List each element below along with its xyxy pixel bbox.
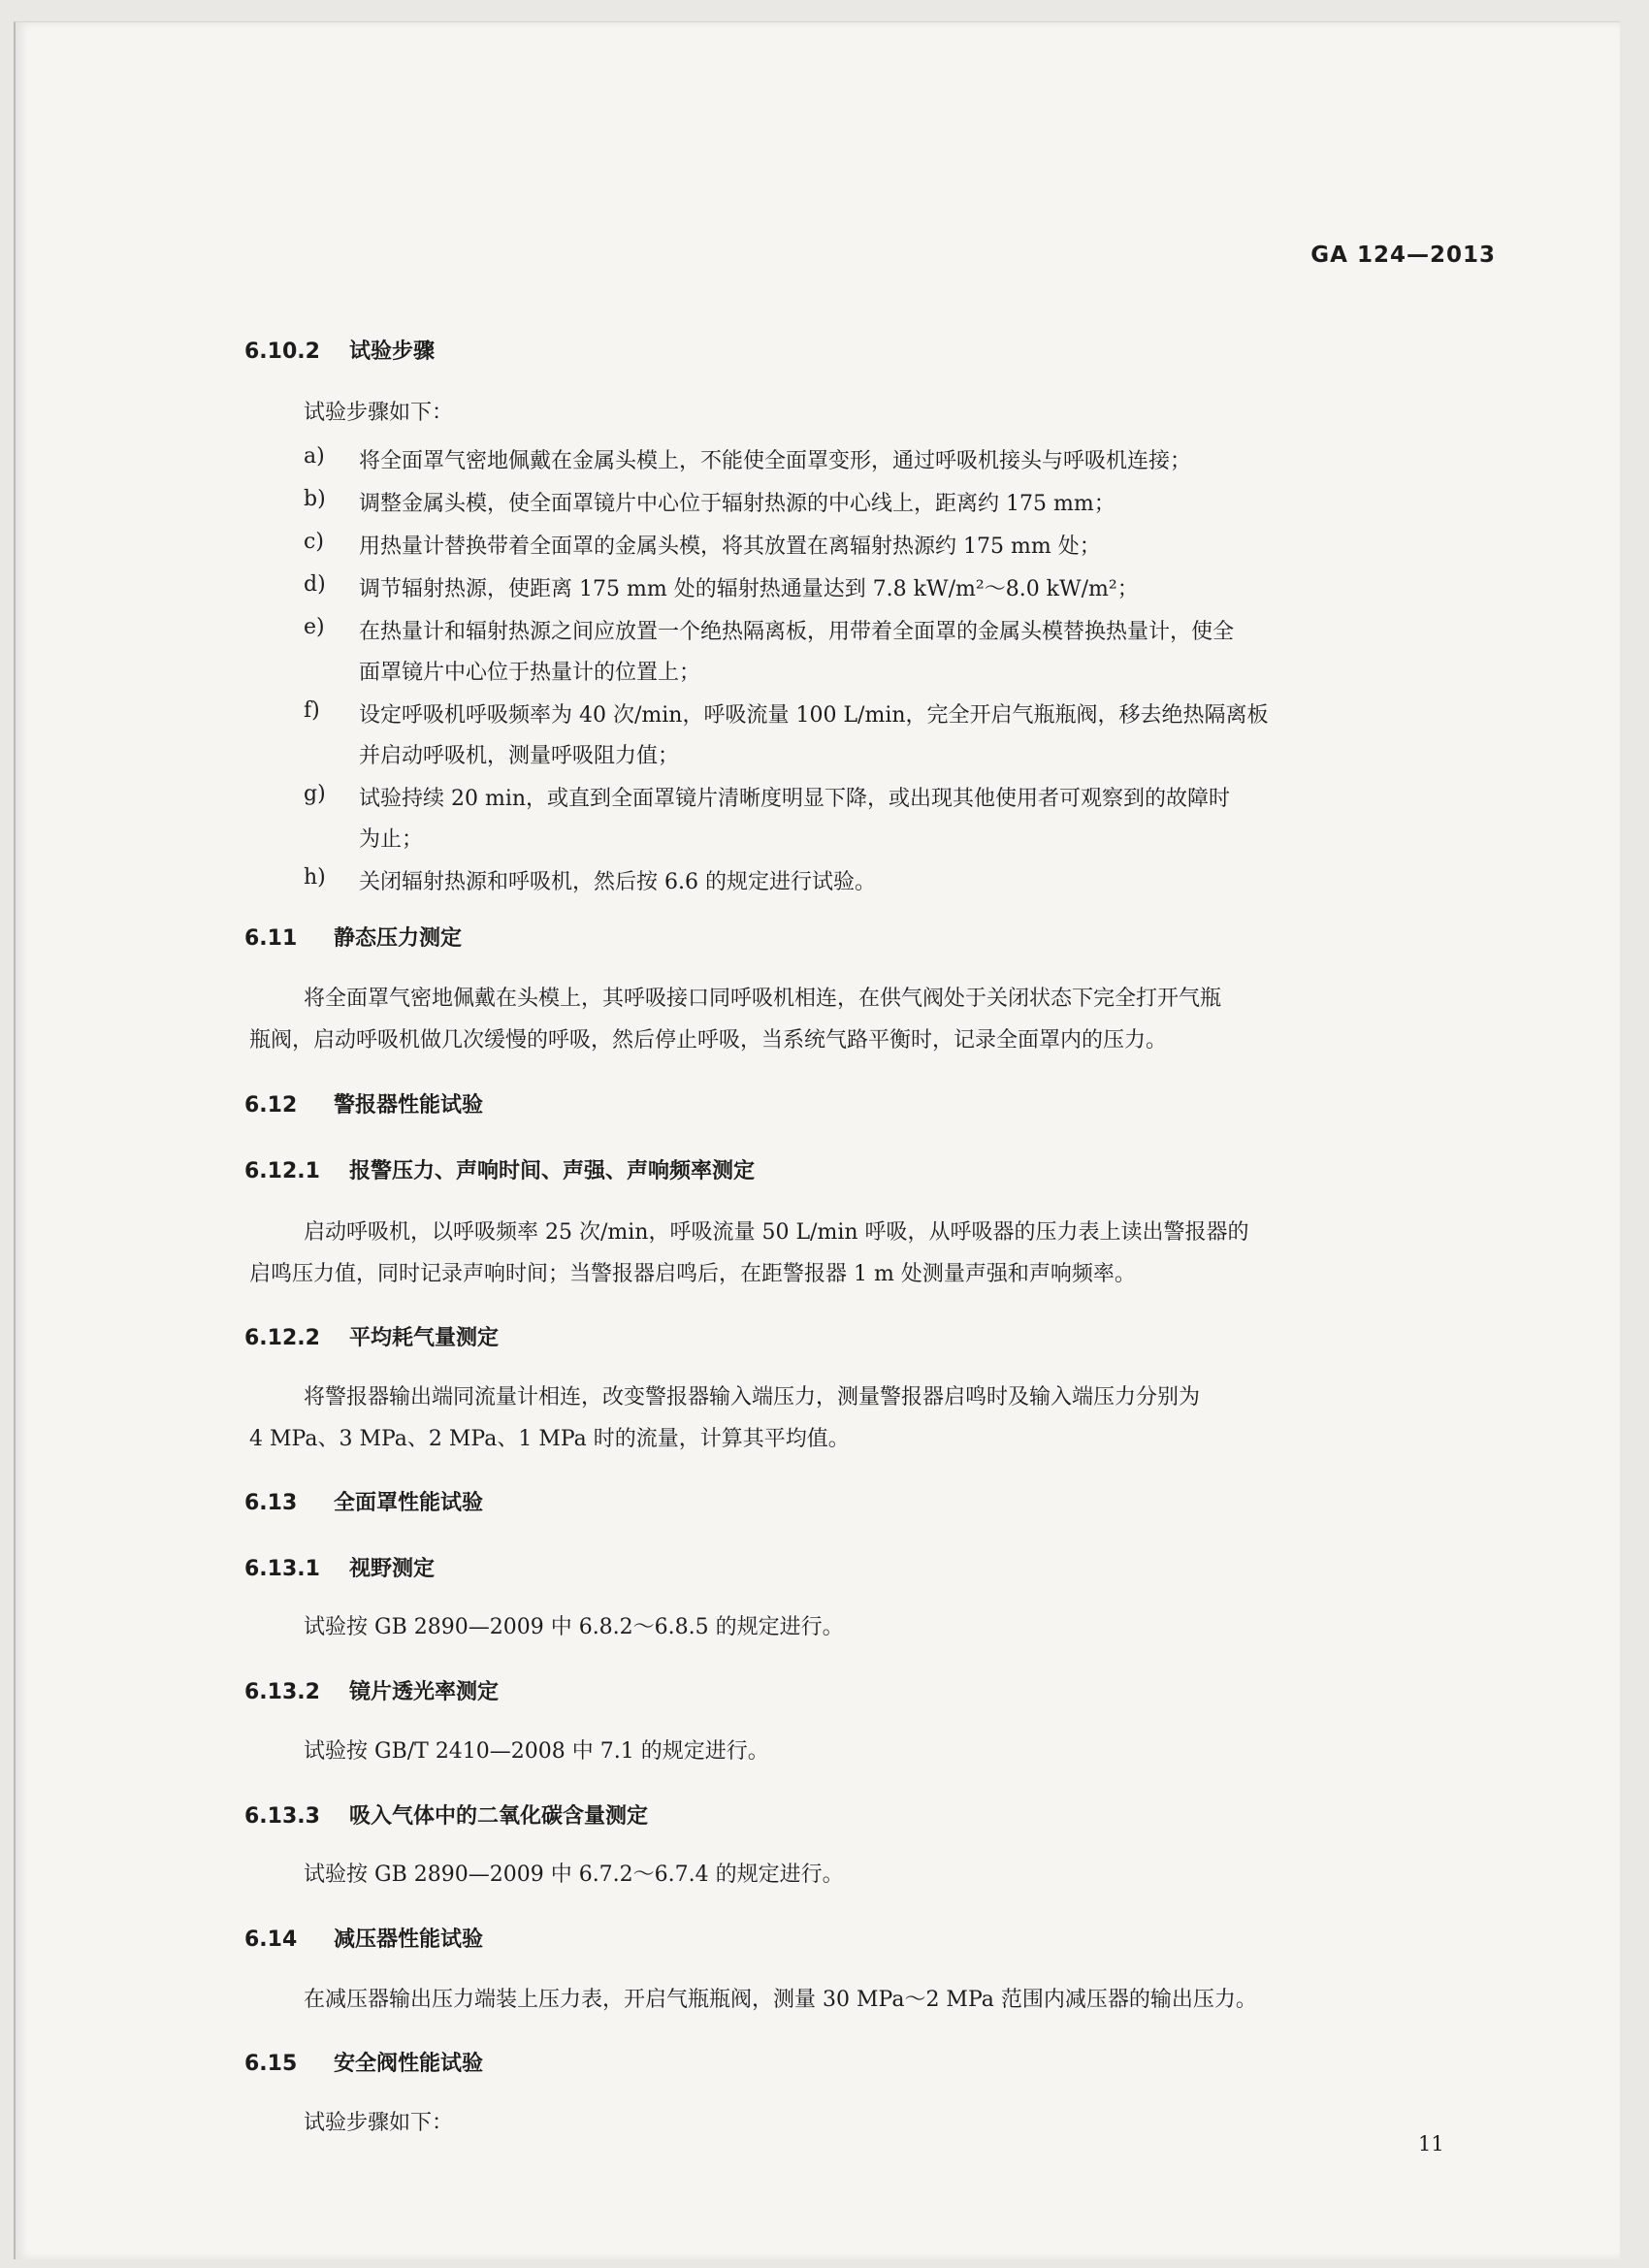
paragraph-line: 试验按 GB 2890—2009 中 6.8.2～6.8.5 的规定进行。: [304, 1615, 844, 1639]
section-number: 6.11: [244, 926, 298, 951]
paragraph-line: 将全面罩气密地佩戴在头模上，其呼吸接口同呼吸机相连，在供气阀处于关闭状态下完全打开气瓶: [304, 987, 1222, 1011]
section-title: 试验步骤: [349, 340, 436, 364]
section-heading-6-10-2: [244, 335, 435, 365]
section-number: 6.12: [244, 1093, 298, 1118]
section-heading-6-13-2: [244, 1675, 499, 1705]
paragraph-line: 将警报器输出端同流量计相连，改变警报器输入端压力，测量警报器启鸣时及输入端压力分别为: [304, 1385, 1201, 1409]
list-item-text: 面罩镜片中心位于热量计的位置上；: [359, 661, 701, 685]
section-title: 安全阀性能试验: [334, 2052, 484, 2076]
section-heading-6-12: [244, 1088, 483, 1118]
list-item-text: 将全面罩气密地佩戴在金属头模上，不能使全面罩变形，通过呼吸机接头与呼吸机连接；: [359, 449, 1192, 473]
section-heading-6-13: [244, 1486, 483, 1516]
section-number: 6.13.2: [244, 1680, 320, 1704]
list-item-letter: g): [304, 782, 326, 806]
section-heading-6-14: [244, 1923, 483, 1953]
list-item-letter: f): [304, 698, 320, 723]
section-number: 6.13.3: [244, 1804, 320, 1829]
list-item-text: 在热量计和辐射热源之间应放置一个绝热隔离板，用带着全面罩的金属头模替换热量计，使全: [359, 620, 1235, 644]
section-title: 吸入气体中的二氧化碳含量测定: [349, 1804, 649, 1829]
section-number: 6.12.1: [244, 1159, 320, 1183]
section-number: 6.13: [244, 1491, 298, 1515]
section-heading-6-12-1: [244, 1154, 755, 1184]
section-title: 平均耗气量测定: [349, 1326, 500, 1350]
section-number: 6.13.1: [244, 1557, 320, 1581]
section-number: 6.10.2: [244, 340, 320, 364]
section-heading-6-15: [244, 2047, 483, 2077]
list-item-letter: e): [304, 615, 325, 639]
section-title: 减压器性能试验: [334, 1928, 484, 1952]
section-number: 6.14: [244, 1928, 298, 1952]
paragraph-line: 启动呼吸机，以呼吸频率 25 次/min，呼吸流量 50 L/min 呼吸，从呼吸器的压力表上读出警报器的: [304, 1220, 1249, 1245]
list-item-text: 调节辐射热源，使距离 175 mm 处的辐射热通量达到 7.8 kW/m²～8.0 kW/m²；: [359, 577, 1139, 601]
paragraph-line: 4 MPa、3 MPa、2 MPa、1 MPa 时的流量，计算其平均值。: [249, 1427, 850, 1451]
list-item-text: 并启动呼吸机，测量呼吸阻力值；: [359, 744, 680, 768]
paragraph-line: 瓶阀，启动呼吸机做几次缓慢的呼吸，然后停止呼吸，当系统气路平衡时，记录全面罩内的压力。: [249, 1028, 1168, 1053]
list-item-letter: h): [304, 865, 326, 890]
section-heading-6-13-1: [244, 1552, 435, 1582]
section-title: 报警压力、声响时间、声强、声响频率测定: [349, 1159, 756, 1183]
section-number: 6.15: [244, 2052, 298, 2076]
section-title: 镜片透光率测定: [349, 1680, 500, 1704]
list-item-text: 调整金属头模，使全面罩镜片中心位于辐射热源的中心线上，距离约 175 mm；: [359, 492, 1116, 516]
section-title: 全面罩性能试验: [334, 1491, 484, 1515]
section-title: 警报器性能试验: [334, 1093, 484, 1118]
list-item-text: 用热量计替换带着全面罩的金属头模，将其放置在离辐射热源约 175 mm 处；: [359, 535, 1101, 559]
list-item-text: 为止；: [359, 827, 424, 852]
section-heading-6-11: [244, 922, 462, 952]
section-heading-6-12-2: [244, 1321, 499, 1351]
standard-number: GA 124—2013: [1310, 243, 1496, 268]
paragraph-line: 试验按 GB/T 2410—2008 中 7.1 的规定进行。: [304, 1739, 769, 1764]
paragraph-line: 试验按 GB 2890—2009 中 6.7.2～6.7.4 的规定进行。: [304, 1863, 844, 1887]
list-item-text: 设定呼吸机呼吸频率为 40 次/min，呼吸流量 100 L/min，完全开启气瓶瓶阀，移去绝热隔离板: [359, 703, 1269, 728]
intro-text: 试验步骤如下：: [304, 401, 454, 425]
list-item-letter: a): [304, 444, 325, 469]
intro-text: 试验步骤如下：: [304, 2111, 454, 2135]
section-title: 静态压力测定: [334, 926, 463, 951]
section-title: 视野测定: [349, 1557, 436, 1581]
list-item-letter: c): [304, 530, 324, 554]
list-item-text: 关闭辐射热源和呼吸机，然后按 6.6 的规定进行试验。: [359, 870, 876, 894]
list-item-letter: b): [304, 487, 326, 511]
list-item-letter: d): [304, 572, 326, 597]
section-heading-6-13-3: [244, 1799, 648, 1830]
page-number: 11: [1418, 2132, 1444, 2155]
list-item-text: 试验持续 20 min，或直到全面罩镜片清晰度明显下降，或出现其他使用者可观察到的故障时: [359, 787, 1231, 811]
paragraph-line: 启鸣压力值，同时记录声响时间；当警报器启鸣后，在距警报器 1 m 处测量声强和声响频率。: [249, 1262, 1136, 1286]
section-number: 6.12.2: [244, 1326, 320, 1350]
paragraph-line: 在减压器输出压力端装上压力表，开启气瓶瓶阀，测量 30 MPa～2 MPa 范围内减压器的输出压力。: [304, 1988, 1257, 2012]
